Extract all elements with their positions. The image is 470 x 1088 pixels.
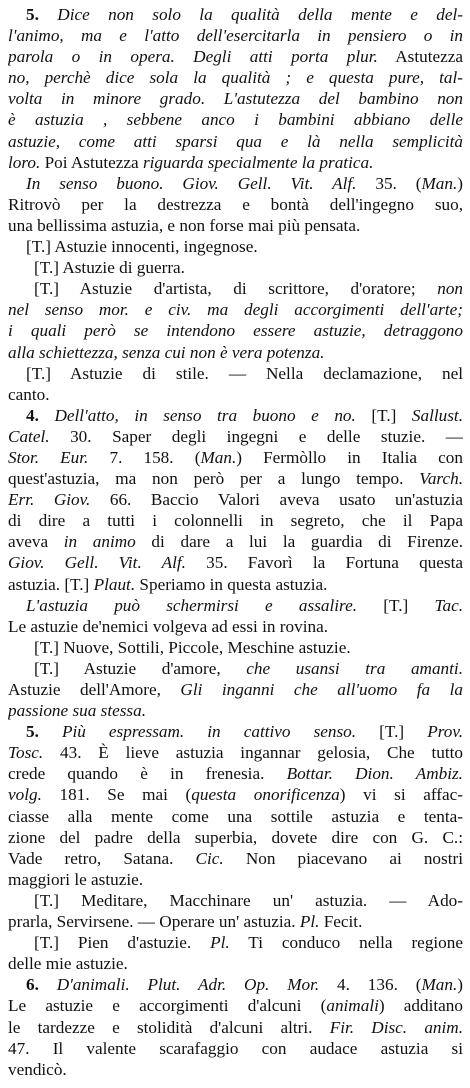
text-run: Più espressam. in cattivo senso. bbox=[61, 722, 357, 742]
text-run: Non piacevano ai nostri bbox=[223, 848, 463, 868]
text-line bbox=[8, 616, 463, 637]
text-run: Gli inganni che all'uomo fa la bbox=[180, 680, 463, 699]
text-run: maggiori le astuzie. bbox=[8, 869, 144, 889]
text-run: ) Fermòllo in Italia con bbox=[236, 447, 463, 467]
text-run: volta in minore grado. L'astutezza del bambino non bbox=[8, 89, 463, 109]
text-run: Catel. bbox=[8, 426, 50, 446]
text-line bbox=[8, 215, 463, 236]
text-line bbox=[8, 679, 463, 700]
text-run: [T.] Astuzie di stile. — Nella declamazione, nel bbox=[26, 363, 463, 383]
text-line bbox=[8, 827, 463, 848]
text-line bbox=[8, 194, 463, 215]
entry-text bbox=[8, 4, 463, 1080]
text-run: 6. bbox=[26, 975, 57, 995]
text-run: i quali però se intendono essere astuzie, detraggono bbox=[8, 321, 463, 341]
text-run: l'animo, ma e l'atto dell'esercitarla in pensiero o in bbox=[8, 26, 463, 46]
text-line bbox=[8, 489, 463, 510]
text-line bbox=[8, 109, 463, 130]
text-run: ) vi si affac- bbox=[339, 785, 463, 805]
text-run: questa onorificenza bbox=[191, 785, 340, 805]
text-run: parola o in opera. Degli atti porta plur. bbox=[8, 47, 378, 67]
text-line bbox=[8, 890, 463, 911]
text-run: animali bbox=[326, 996, 379, 1016]
text-run: Tac. bbox=[434, 595, 463, 615]
text-line bbox=[8, 363, 463, 384]
text-run: riguarda specialmente la pratica. bbox=[142, 152, 374, 172]
text-run: Man. bbox=[421, 975, 458, 995]
text-run: ciasse alla mente come una sottile astuzia e tenta- bbox=[8, 806, 463, 826]
text-run: 4. bbox=[26, 405, 55, 425]
text-run: di dare a lui la guardia di Firenze. bbox=[135, 532, 463, 552]
text-run: Man. bbox=[421, 173, 458, 193]
text-run: [T.] bbox=[355, 405, 412, 425]
text-run: è astuzia , sebbene anco i bambini abbiano delle bbox=[8, 110, 463, 130]
text-line bbox=[8, 953, 463, 974]
text-line bbox=[8, 131, 463, 152]
text-run: 5. bbox=[26, 5, 58, 24]
text-run: canto. bbox=[8, 384, 50, 404]
text-run: astuzia. [T.] bbox=[8, 574, 94, 594]
text-line bbox=[8, 46, 463, 67]
text-run: 66. Baccio Valori aveva usato un'astuzia bbox=[90, 490, 463, 510]
text-run: Giov. Gell. Vit. Alf. bbox=[8, 553, 186, 573]
text-run: che usansi tra amanti. bbox=[246, 658, 463, 678]
text-run: In senso buono. Giov. Gell. Vit. Alf. bbox=[26, 173, 357, 193]
text-run: 35. Favorì la Fortuna questa bbox=[185, 553, 463, 573]
text-run: nel senso mor. e civ. ma degli accorgimenti dell'arte; bbox=[8, 300, 463, 320]
text-line bbox=[8, 932, 463, 953]
text-run: L'astuzia può schermirsi e assalire. bbox=[26, 595, 358, 615]
text-run: no, perchè dice sola la qualità ; e questa pure, tal- bbox=[8, 68, 463, 88]
text-run: una bellissima astuzia, e non forse mai più pensata. bbox=[8, 215, 361, 235]
text-run: 7. 158. ( bbox=[88, 447, 201, 467]
text-run: 181. Se mai ( bbox=[41, 785, 192, 805]
text-line bbox=[8, 173, 463, 194]
text-run: Pl. bbox=[299, 912, 320, 932]
text-run: [T.] Astuzie d'amore, bbox=[34, 658, 247, 678]
text-run: di dire a tutti i colonnelli in segreto, che il Papa bbox=[8, 511, 463, 531]
text-run: Stor. Eur. bbox=[8, 447, 89, 467]
text-run: D'animali. Plut. Adr. Op. Mor. bbox=[56, 975, 320, 995]
text-line bbox=[8, 4, 463, 25]
text-line bbox=[8, 595, 463, 616]
text-run: Ti conduco nella regione bbox=[229, 933, 463, 953]
text-run: loro. bbox=[8, 152, 41, 172]
text-run: Tosc. bbox=[8, 743, 44, 763]
text-run: [T.] Nuove, Sottili, Piccole, Meschine astuzie. bbox=[34, 637, 351, 657]
text-run: prarla, Servirsene. — Operare un' astuzia. bbox=[8, 912, 300, 932]
text-line bbox=[8, 552, 463, 573]
text-line bbox=[8, 911, 463, 932]
text-line bbox=[8, 342, 463, 363]
text-line bbox=[8, 384, 463, 405]
text-line bbox=[8, 700, 463, 721]
text-line bbox=[8, 974, 463, 995]
text-run: non bbox=[437, 279, 463, 299]
text-line bbox=[8, 742, 463, 763]
text-line bbox=[8, 278, 463, 299]
text-run: crede quando è in frenesia. bbox=[8, 764, 287, 784]
text-run: Fir. Disc. anim. bbox=[329, 1017, 463, 1037]
text-line bbox=[8, 869, 463, 890]
text-line bbox=[8, 1017, 463, 1038]
text-line bbox=[8, 995, 463, 1016]
text-run: in animo bbox=[63, 532, 136, 552]
text-run: 5. bbox=[26, 722, 62, 742]
text-run: Plaut. bbox=[93, 574, 136, 594]
text-line bbox=[8, 67, 463, 88]
text-run: [T.] bbox=[357, 595, 435, 615]
text-line bbox=[8, 1038, 463, 1059]
text-run: [T.] Astuzie di guerra. bbox=[34, 258, 185, 278]
text-run: quest'astuzia, ma non però per a lungo tempo. bbox=[8, 469, 420, 489]
text-line bbox=[8, 658, 463, 679]
text-run: le tardezze e stolidità d'alcuni altri. bbox=[8, 1017, 330, 1037]
text-run: Vade retro, Satana. bbox=[8, 848, 196, 868]
text-line bbox=[8, 88, 463, 109]
text-run: 30. Saper degli ingegni e delle stuzie. — bbox=[49, 426, 463, 446]
text-run: zione del padre della superbia, dovete dire con G. C.: bbox=[8, 827, 463, 847]
text-run: Le astuzie e accorgimenti d'alcuni ( bbox=[8, 996, 327, 1016]
text-run: Astutezza bbox=[377, 47, 463, 67]
text-run: [T.] Astuzie innocenti, ingegnose. bbox=[26, 237, 258, 257]
text-line bbox=[8, 257, 463, 278]
text-run: 4. 136. ( bbox=[319, 975, 422, 995]
text-run: ) bbox=[457, 975, 463, 995]
text-run: Man. bbox=[200, 447, 237, 467]
text-run: Speriamo in questa astuzia. bbox=[135, 574, 328, 594]
text-line bbox=[8, 784, 463, 805]
text-line bbox=[8, 848, 463, 869]
text-line bbox=[8, 152, 463, 173]
text-run: [T.] bbox=[356, 722, 428, 742]
text-line bbox=[8, 574, 463, 595]
text-line bbox=[8, 468, 463, 489]
text-run: [T.] Meditare, Macchinare un' astuzia. — Ado- bbox=[34, 890, 463, 910]
text-run: Astuzie dell'Amore, bbox=[8, 680, 181, 699]
text-run: alla schiettezza, senza cui non è vera potenza. bbox=[8, 342, 325, 362]
text-run: Ritrovò per la destrezza e bontà dell'ingegno suo, bbox=[8, 194, 463, 214]
text-run: Bottar. Dion. Ambiz. bbox=[286, 764, 463, 784]
text-run: Prov. bbox=[427, 722, 463, 742]
text-run: Cic. bbox=[195, 848, 224, 868]
text-line bbox=[8, 1059, 463, 1080]
text-run: [T.] Astuzie d'artista, di scrittore, d'oratore; bbox=[34, 279, 438, 299]
text-run: aveva bbox=[8, 532, 64, 552]
text-line bbox=[8, 447, 463, 468]
text-run: ) additano bbox=[378, 996, 463, 1016]
text-line bbox=[8, 299, 463, 320]
text-line bbox=[8, 637, 463, 658]
text-run: Sallust. bbox=[411, 405, 463, 425]
text-line bbox=[8, 405, 463, 426]
text-line bbox=[8, 510, 463, 531]
text-line bbox=[8, 806, 463, 827]
text-run: Pl. bbox=[210, 933, 230, 953]
text-line bbox=[8, 426, 463, 447]
text-line bbox=[8, 721, 463, 742]
text-run: Dice non solo la qualità della mente e del- bbox=[57, 5, 463, 24]
text-line bbox=[8, 531, 463, 552]
text-run: vendicò. bbox=[8, 1059, 67, 1079]
text-run: Fecit. bbox=[319, 912, 363, 932]
text-line bbox=[8, 763, 463, 784]
text-run: astuzie, come atti sparsi qua e là nella semplicità bbox=[8, 131, 463, 151]
text-line bbox=[8, 236, 463, 257]
text-run: Err. Giov. bbox=[8, 490, 91, 510]
text-run: ) bbox=[457, 173, 463, 193]
text-run: 47. Il valente scarafaggio con audace astuzia si bbox=[8, 1038, 463, 1058]
text-line bbox=[8, 25, 463, 46]
text-run: passione sua stessa. bbox=[8, 701, 146, 721]
text-run: [T.] Pien d'astuzie. bbox=[34, 933, 211, 953]
text-line bbox=[8, 320, 463, 341]
text-run: Le astuzie de'nemici volgeva ad essi in rovina. bbox=[8, 616, 328, 636]
text-run: Varch. bbox=[419, 469, 463, 489]
text-run: 43. È lieve astuzia ingannar gelosia, Che tutto bbox=[43, 743, 463, 763]
text-run: volg. bbox=[8, 785, 42, 805]
text-run: Poi Astutezza bbox=[40, 152, 143, 172]
text-run: Dell'atto, in senso tra buono e no. bbox=[54, 405, 356, 425]
text-run: delle mie astuzie. bbox=[8, 954, 128, 974]
text-run: 35. ( bbox=[356, 173, 422, 193]
